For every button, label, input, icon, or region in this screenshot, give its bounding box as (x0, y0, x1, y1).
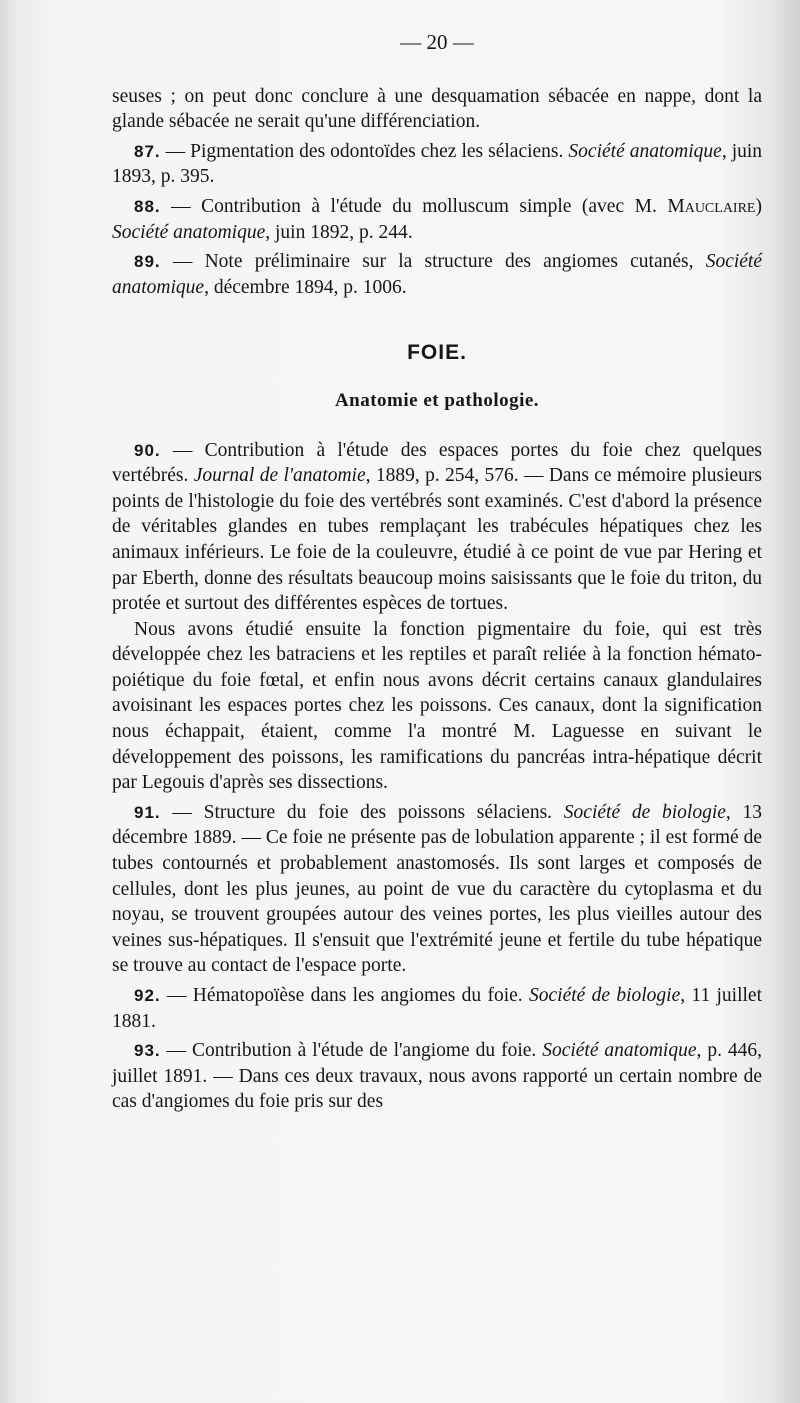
entry-88 (112, 194, 762, 245)
coauthor-name: Mauclaire (667, 195, 756, 217)
page-number: — 20 — (400, 30, 474, 54)
journal-name: Société anatomique (112, 251, 762, 298)
journal-name: Société de biologie (563, 801, 726, 823)
entry-text: — Hématopoïèse dans les angiomes du foie. (166, 985, 529, 1006)
entry-87 (112, 139, 762, 190)
entry-tail: , p. 446, juillet 1891. — Dans ces deux travaux, nous avons rapporté un certain nombre de cas d'angiomes du foie pris sur des (112, 1040, 763, 1113)
entry-text: — Note préliminaire sur la structure des angiomes cutanés, (172, 251, 706, 273)
entry-number: 88. (134, 196, 161, 216)
entry-text-2: ) (755, 195, 762, 217)
entry-text: — Contribution à l'étude des espaces portes du foie chez quelques vertébrés. (112, 439, 763, 487)
entry-text: — Structure du foie des poissons sélaciens. (172, 801, 564, 823)
entry-tail: , 1889, p. 254, 576. — Dans ce mémoire plusieurs points de l'histologie du foie des vertébrés sont examinés. C'est d'abord la présence de véritables glandes en tubes remplaçant les trabécules hépatiques chez les animaux inférieurs. Le foie de la couleuvre, étudié à ce point de vue par Hering et par Eberth, donne des résultats beaucoup moins saisissants que le foie du triton, du protée et surtout des différentes espèces de tortues. (112, 465, 762, 615)
entry-90-paragraph-2: Nous avons étudié ensuite la fonction pigmentaire du foie, qui est très développée chez les batraciens et les reptiles et paraît reliée à la fonction hémato-poiétique du foie fœtal, et enfin nous avons décrit certains canaux glandulaires avoisinant les espaces portes chez les poissons. Ces canaux, dont la signification nous échappait, étaient, comme l'a montré M. Laguesse en suivant le développement des poissons, les ramifications du pancréas intra-hépatique décrit par Legouis d'après ses dissections. (112, 618, 762, 794)
journal-name: Journal de l'anatomie (193, 465, 366, 487)
entry-tail: , juin 1892, p. 244. (265, 221, 413, 243)
continuation-paragraph: seuses ; on peut donc conclure à une desquamation sébacée en nappe, dont la glande sébacée ne serait qu'une différenciation. (112, 85, 762, 133)
entry-number: 87. (134, 141, 161, 161)
entry-tail: , décembre 1894, p. 1006. (204, 276, 407, 298)
entry-text: — Contribution à l'étude de l'angiome du foie. (166, 1040, 543, 1062)
section-title: FOIE. (407, 341, 467, 365)
entry-tail: , 11 juillet 1881. (112, 985, 762, 1032)
entry-text: — Pigmentation des odontoïdes chez les sélaciens. (165, 140, 564, 162)
journal-name: Société anatomique (112, 221, 266, 243)
entry-90 (112, 438, 762, 617)
entry-number: 89. (134, 252, 161, 272)
entry-number: 91. (134, 802, 161, 822)
journal-name: Société anatomique (542, 1040, 697, 1062)
journal-name: Société de biologie (529, 985, 681, 1006)
entry-92 (112, 983, 762, 1034)
entry-89 (112, 249, 762, 300)
subsection-title: Anatomie et pathologie. (334, 389, 540, 411)
entry-number: 93. (134, 1041, 161, 1061)
entry-93 (112, 1038, 762, 1115)
entry-91 (112, 800, 762, 979)
entry-number: 90. (134, 440, 161, 460)
journal-name: Société anatomique (568, 140, 722, 162)
entry-text: — Contribution à l'étude du molluscum simple (avec M. (171, 195, 668, 217)
entry-number: 92. (134, 986, 161, 1005)
entry-tail: , 13 décembre 1889. — Ce foie ne présente pas de lobulation apparente ; il est formé de tubes contournés et probablement anastomosés. Ils sont larges et composés de cellules, dont les plus jeunes, au point de vue du caractère du cytoplasma et du noyau, se trouvent groupées autour des veines portes, les plus vieilles autour des veines sus-hépatiques. Il s'ensuit que l'extrémité jeune et fertile du tube hépatique se trouve au contact de l'espace porte. (112, 801, 763, 977)
entry-tail: , juin 1893, p. 395. (112, 140, 763, 188)
page-content (112, 30, 762, 1115)
